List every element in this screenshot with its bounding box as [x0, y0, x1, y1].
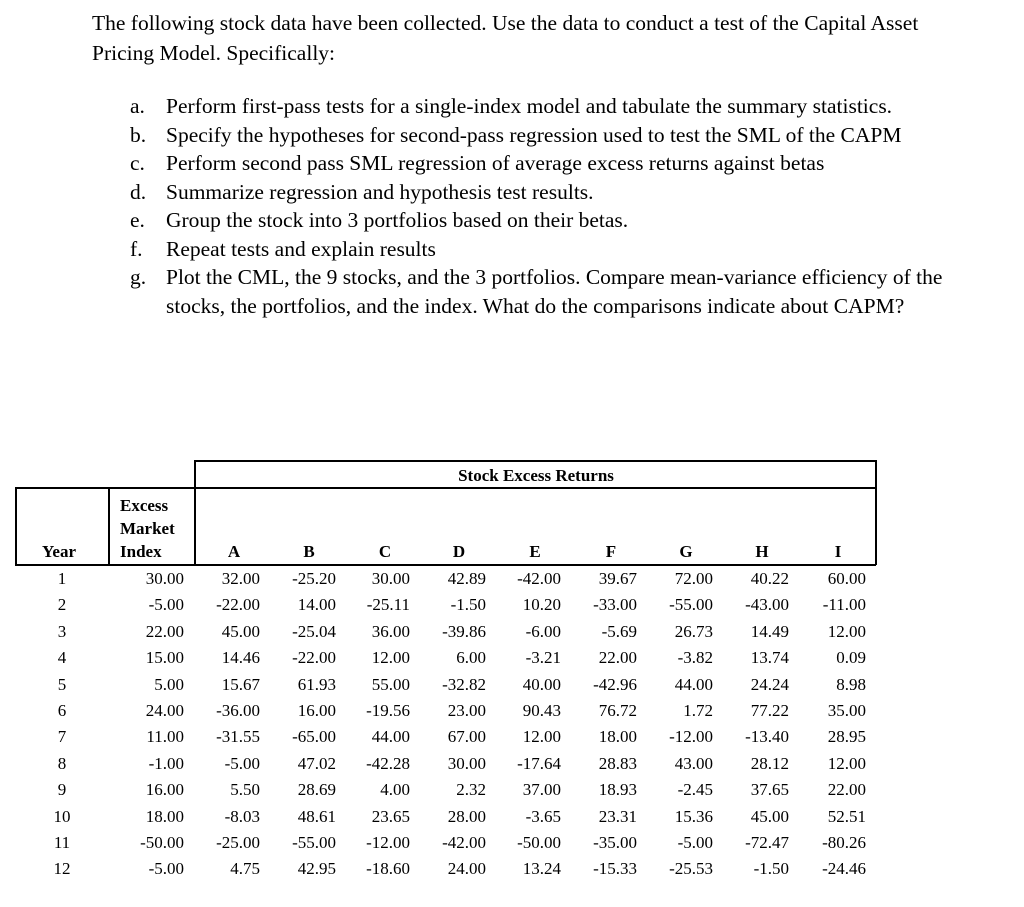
- year-cell: 12: [53, 859, 71, 879]
- stock-cell-f: -35.00: [593, 833, 637, 852]
- year-cell: 8: [57, 753, 67, 773]
- stock-cell-g: -25.53: [669, 859, 713, 879]
- task-text: Repeat tests and explain results: [166, 236, 436, 261]
- stock-cell-c: 30.00: [371, 569, 410, 588]
- stock-header-f: F: [605, 542, 617, 561]
- task-letter: e.: [130, 208, 145, 232]
- stock-cell-b: 48.61: [297, 806, 336, 826]
- stock-cell-c: 4.00: [380, 780, 410, 800]
- stock-cell-a: 4.75: [230, 859, 260, 879]
- stock-cell-h: -72.47: [745, 833, 789, 852]
- table-col-divider-1: [108, 487, 110, 565]
- stock-cell-e: -50.00: [517, 833, 561, 852]
- stock-cell-d: 28.00: [447, 806, 486, 826]
- stock-cell-f: 23.31: [598, 806, 637, 826]
- index-cell: 24.00: [145, 701, 184, 720]
- stock-cell-f: -15.33: [593, 859, 637, 879]
- stock-cell-h: -43.00: [745, 595, 789, 615]
- index-cell: 22.00: [145, 621, 184, 641]
- stock-cell-c: 36.00: [371, 621, 410, 641]
- stock-cell-e: 37.00: [522, 780, 561, 800]
- index-cell: -1.00: [148, 753, 184, 773]
- stock-cell-i: 60.00: [827, 569, 866, 588]
- stock-cell-h: 37.65: [750, 780, 789, 800]
- stock-cell-b: -55.00: [292, 833, 336, 852]
- stock-cell-h: 24.24: [750, 674, 789, 694]
- stock-cell-f: 28.83: [598, 753, 637, 773]
- stock-cell-d: -32.82: [442, 674, 486, 694]
- stock-cell-f: 22.00: [598, 648, 637, 668]
- stock-header-h: H: [755, 542, 769, 561]
- task-text: Perform second pass SML regression of average excess returns against betas: [166, 151, 825, 175]
- stock-cell-c: 12.00: [371, 648, 410, 668]
- stock-cell-a: 45.00: [221, 621, 260, 641]
- stock-cell-a: -25.00: [216, 833, 260, 852]
- index-header-line: Index: [120, 542, 162, 561]
- task-item-d: [130, 178, 990, 207]
- task-text: Specify the hypotheses for second-pass regression used to test the SML of the CAPM: [166, 122, 902, 147]
- stock-cell-d: 30.00: [447, 753, 486, 773]
- index-header-line: Market: [120, 519, 175, 538]
- stock-cell-f: 18.93: [598, 780, 637, 800]
- stock-cell-h: 13.74: [750, 648, 789, 668]
- stock-cell-b: 28.69: [297, 780, 336, 800]
- task-item-b: [130, 121, 990, 150]
- stock-cell-d: 2.32: [456, 780, 486, 800]
- year-cell: 6: [57, 701, 67, 720]
- stock-cell-c: -25.11: [366, 595, 410, 615]
- stock-cell-e: 13.24: [522, 859, 561, 879]
- stock-cell-i: 8.98: [836, 674, 866, 694]
- stock-cell-g: 26.73: [674, 621, 713, 641]
- table-group-title: Stock Excess Returns: [458, 466, 614, 485]
- stock-cell-i: 52.51: [827, 806, 866, 826]
- stock-cell-h: 77.22: [750, 701, 789, 720]
- stock-cell-g: 15.36: [674, 806, 713, 826]
- stock-cell-g: -5.00: [677, 833, 713, 852]
- task-letter: b.: [130, 122, 147, 147]
- stock-cell-i: -24.46: [822, 859, 866, 879]
- index-cell: 30.00: [145, 569, 184, 588]
- stock-cell-b: 47.02: [297, 753, 336, 773]
- stock-cell-e: -3.65: [525, 806, 561, 826]
- task-item-a: [130, 92, 990, 121]
- table-border-top: [194, 460, 876, 462]
- stock-cell-c: 44.00: [371, 727, 410, 747]
- task-letter: f.: [130, 236, 143, 261]
- stock-cell-f: -33.00: [593, 595, 637, 615]
- stock-cell-a: -8.03: [224, 806, 260, 826]
- stock-cell-g: -12.00: [669, 727, 713, 747]
- index-cell: -50.00: [140, 833, 184, 852]
- stock-cell-g: -2.45: [677, 780, 713, 800]
- stock-cell-b: 16.00: [297, 701, 336, 720]
- stock-cell-e: -42.00: [517, 569, 561, 588]
- index-cell: -5.00: [148, 859, 184, 879]
- stock-cell-i: 0.09: [836, 648, 866, 668]
- stock-cell-a: 15.67: [221, 674, 260, 694]
- stock-cell-b: -25.04: [292, 621, 336, 641]
- stock-cell-d: -42.00: [442, 833, 486, 852]
- stock-cell-a: 32.00: [221, 569, 260, 588]
- stock-cell-a: 14.46: [221, 648, 260, 668]
- stock-cell-c: 55.00: [371, 674, 410, 694]
- index-cell: 11.00: [146, 727, 184, 747]
- year-header: Year: [42, 542, 76, 561]
- table-border-left: [15, 487, 17, 565]
- stock-cell-g: -55.00: [669, 595, 713, 615]
- stock-cell-h: -13.40: [745, 727, 789, 747]
- year-cell: 2: [57, 595, 67, 615]
- index-cell: -5.00: [148, 595, 184, 615]
- stock-cell-a: -31.55: [216, 727, 260, 747]
- task-item-c: [130, 149, 990, 178]
- stock-cell-c: -19.56: [366, 701, 410, 720]
- stock-cell-b: 14.00: [297, 595, 336, 615]
- year-cell: 3: [57, 621, 67, 641]
- stock-cell-e: 90.43: [522, 701, 561, 720]
- task-list: [130, 92, 990, 320]
- stock-cell-b: -22.00: [292, 648, 336, 668]
- year-cell: 4: [57, 648, 67, 668]
- stock-cell-b: -25.20: [292, 569, 336, 588]
- stock-cell-g: -3.82: [677, 648, 713, 668]
- stock-cell-a: -5.00: [224, 753, 260, 773]
- stock-cell-d: -39.86: [442, 621, 486, 641]
- index-header: [120, 494, 175, 563]
- year-cell: 1: [57, 569, 67, 588]
- stock-cell-h: 28.12: [750, 753, 789, 773]
- stock-cell-d: 42.89: [447, 569, 486, 588]
- stock-cell-c: -18.60: [366, 859, 410, 879]
- index-cell: 18.00: [145, 806, 184, 826]
- stock-cell-i: -11.00: [822, 595, 866, 615]
- table-border-right: [875, 487, 877, 565]
- year-cell: 11: [53, 833, 71, 852]
- stock-cell-d: 23.00: [447, 701, 486, 720]
- stock-cell-e: 10.20: [522, 595, 561, 615]
- stock-cell-e: -6.00: [525, 621, 561, 641]
- stock-cell-g: 43.00: [674, 753, 713, 773]
- task-text: Group the stock into 3 portfolios based on their betas.: [166, 208, 629, 232]
- stock-header-c: C: [378, 542, 392, 561]
- task-text: Plot the CML, the 9 stocks, and the 3 portfolios. Compare mean-variance efficiency of the stocks, the portfolios, and the index. What do the comparisons indicate about CAPM?: [166, 265, 943, 318]
- stock-cell-a: -36.00: [216, 701, 260, 720]
- task-text: Summarize regression and hypothesis test results.: [166, 179, 594, 204]
- stock-header-e: E: [529, 542, 541, 561]
- table-header-divider: [15, 564, 876, 566]
- task-text: Perform first-pass tests for a single-index model and tabulate the summary statistics.: [166, 94, 893, 118]
- year-cell: 9: [57, 780, 67, 800]
- year-cell: 7: [57, 727, 67, 747]
- index-cell: 16.00: [145, 780, 184, 800]
- stock-cell-f: 18.00: [598, 727, 637, 747]
- stock-cell-i: 35.00: [827, 701, 866, 720]
- stock-cell-d: 6.00: [456, 648, 486, 668]
- table-border-mid: [15, 487, 876, 489]
- stock-cell-c: 23.65: [371, 806, 410, 826]
- stock-cell-i: 28.95: [827, 727, 866, 747]
- stock-cell-a: 5.50: [230, 780, 260, 800]
- stock-cell-d: -1.50: [450, 595, 486, 615]
- index-cell: 15.00: [145, 648, 184, 668]
- stock-cell-i: -80.26: [822, 833, 866, 852]
- stock-cell-d: 24.00: [447, 859, 486, 879]
- stock-cell-i: 22.00: [827, 780, 866, 800]
- task-item-g: [130, 263, 990, 320]
- stock-cell-h: 14.49: [750, 621, 789, 641]
- stock-cell-h: 40.22: [750, 569, 789, 588]
- stock-header-a: A: [227, 542, 241, 561]
- stock-cell-f: -42.96: [593, 674, 637, 694]
- stock-cell-b: 42.95: [297, 859, 336, 879]
- stock-cell-d: 67.00: [447, 727, 486, 747]
- stock-cell-f: 39.67: [598, 569, 637, 588]
- index-cell: 5.00: [154, 674, 184, 694]
- stock-cell-i: 12.00: [827, 753, 866, 773]
- year-cell: 5: [57, 674, 67, 694]
- task-letter: d.: [130, 179, 147, 204]
- task-item-e: [130, 206, 990, 235]
- intro-paragraph: The following stock data have been collected. Use the data to conduct a test of the Capital Asset Pricing Model. Specifically:: [92, 11, 919, 65]
- stock-header-d: D: [452, 542, 466, 561]
- task-item-f: [130, 235, 990, 264]
- year-cell: 10: [53, 806, 71, 826]
- stock-cell-e: 12.00: [522, 727, 561, 747]
- stock-cell-c: -42.28: [366, 753, 410, 773]
- stock-cell-g: 44.00: [674, 674, 713, 694]
- task-letter: g.: [130, 265, 147, 289]
- table-col-divider-2: [194, 487, 196, 565]
- task-letter: c.: [130, 151, 145, 175]
- stock-header-b: B: [303, 542, 315, 561]
- stock-cell-h: 45.00: [750, 806, 789, 826]
- stock-cell-g: 72.00: [674, 569, 713, 588]
- stock-cell-h: -1.50: [753, 859, 789, 879]
- stock-cell-e: -17.64: [517, 753, 561, 773]
- stock-header-g: G: [679, 542, 693, 561]
- stock-cell-i: 12.00: [827, 621, 866, 641]
- stock-cell-e: -3.21: [525, 648, 561, 668]
- stock-cell-b: -65.00: [292, 727, 336, 747]
- stock-cell-g: 1.72: [683, 701, 713, 720]
- task-letter: a.: [130, 94, 145, 118]
- stock-cell-a: -22.00: [216, 595, 260, 615]
- index-header-line: Excess: [120, 496, 169, 515]
- stock-cell-f: 76.72: [598, 701, 637, 720]
- stock-cell-e: 40.00: [522, 674, 561, 694]
- stock-header-i: I: [834, 542, 842, 561]
- stock-cell-c: -12.00: [366, 833, 410, 852]
- stock-cell-f: -5.69: [601, 621, 637, 641]
- stock-cell-b: 61.93: [297, 674, 336, 694]
